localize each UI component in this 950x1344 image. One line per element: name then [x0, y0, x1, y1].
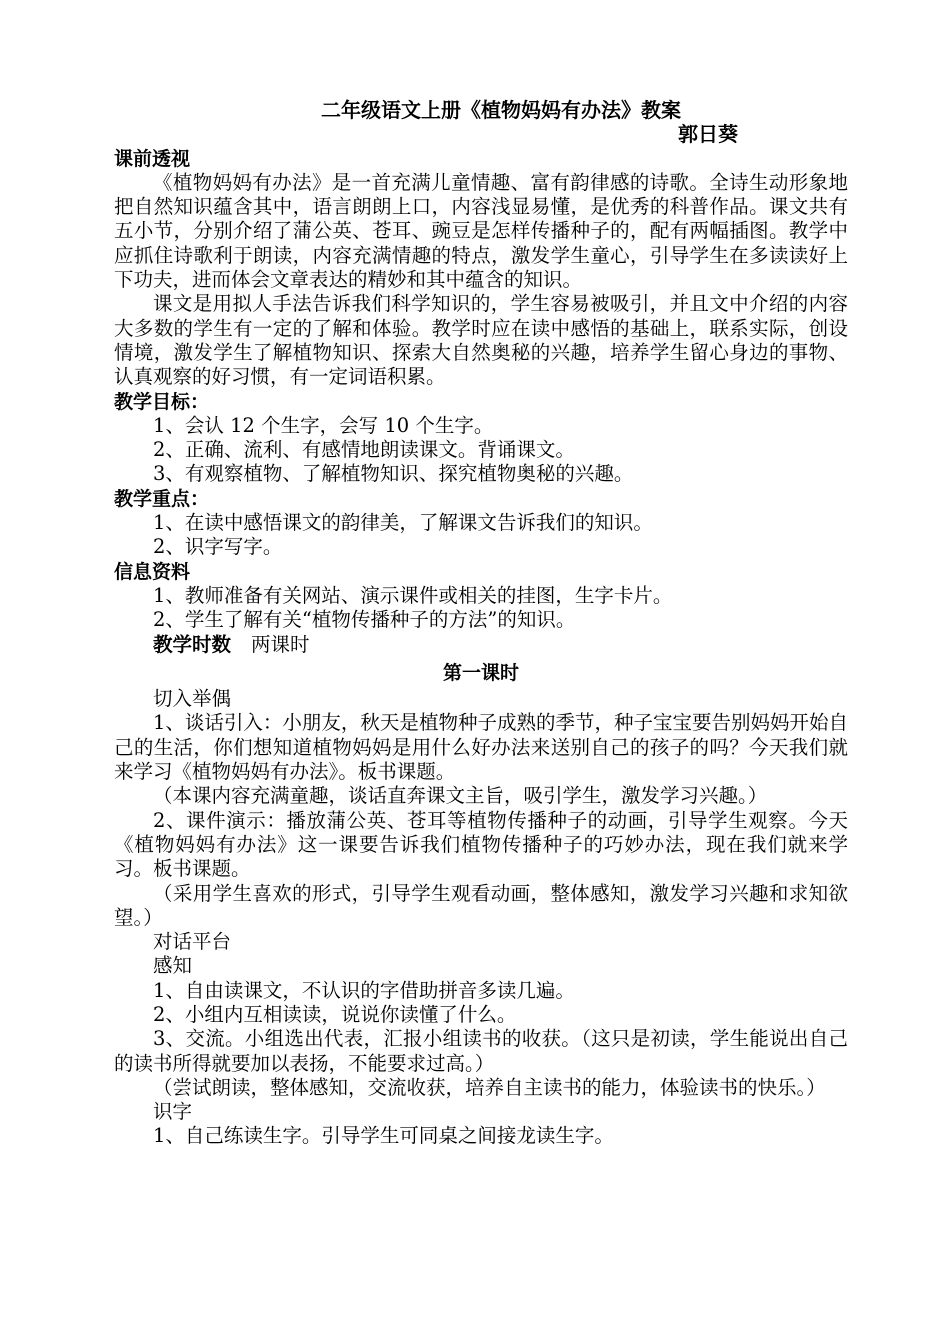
perceive-item-2: 2、小组内互相读读，说说你读懂了什么。 — [153, 1002, 517, 1026]
dialogue-label: 对话平台 — [153, 930, 232, 954]
materials-item-1: 1、教师准备有关网站、演示课件或相关的挂图，生字卡片。 — [153, 583, 673, 607]
lesson-paragraph-2: （本课内容充满童趣，谈话直奔课文主旨，吸引学生，激发学习兴趣。） — [153, 784, 768, 808]
section-heading-focus: 教学重点： — [114, 487, 210, 510]
section-heading-goals: 教学目标： — [114, 390, 210, 413]
perceive-label: 感知 — [153, 954, 193, 978]
goal-item-2: 2、正确、流利、有感情地朗读课文。背诵课文。 — [153, 438, 575, 462]
focus-item-1: 1、在读中感悟课文的韵律美，了解课文告诉我们的知识。 — [153, 511, 653, 535]
section-heading-preview: 课前透视 — [114, 147, 191, 170]
lesson-paragraph-4: （采用学生喜欢的形式，引导学生观看动画，整体感知，激发学习兴趣和求知欲望。） — [114, 881, 848, 929]
lesson-paragraph-3: 2、课件演示：播放蒲公英、苍耳等植物传播种子的动画，引导学生观察。今天《植物妈妈有办法》这一课要告诉我们植物传播种子的巧妙办法，现在我们就来学习。板书课题。 — [114, 808, 848, 881]
lesson-1-heading: 第一课时 — [442, 661, 519, 684]
preview-paragraph-1: 《植物妈妈有办法》是一首充满儿童情趣、富有韵律感的诗歌。全诗生动形象地把自然知识蕴含其中，语言朗朗上口，内容浅显易懂，是优秀的科普作品。课文共有五小节，分别介绍了蒲公英、苍耳、豌豆是怎样传播种子的，配有两幅插图。教学中应抓住诗歌利于朗读，内容充满情趣的特点，激发学生童心，引导学生在多读读好上下功夫，进而体会文章表达的精妙和其中蕴含的知识。 — [114, 170, 848, 292]
materials-item-2: 2、学生了解有关“植物传播种子的方法”的知识。 — [153, 608, 576, 632]
lesson-paragraph-1: 1、谈话引入：小朋友，秋天是植物种子成熟的季节，种子宝宝要告别妈妈开始自己的生活，你们想知道植物妈妈是用什么好办法来送别自己的孩子的吗？今天我们就来学习《植物妈妈有办法》。板书课题。 — [114, 711, 848, 784]
focus-item-2: 2、识字写字。 — [153, 535, 283, 559]
literacy-item-1: 1、自己练读生字。引导学生可同桌之间接龙读生字。 — [153, 1124, 614, 1148]
teaching-hours — [114, 633, 848, 657]
literacy-label: 识字 — [153, 1100, 193, 1124]
author-name: 郭日葵 — [678, 122, 738, 147]
perceive-item-1: 1、自由读课文，不认识的字借助拼音多读几遍。 — [153, 978, 575, 1002]
preview-paragraph-2: 课文是用拟人手法告诉我们科学知识的，学生容易被吸引，并且文中介绍的内容大多数的学生有一定的了解和体验。教学时应在读中感悟的基础上，联系实际，创设情境，激发学生了解植物知识、探索大自然奥秘的兴趣，培养学生留心身边的事物、认真观察的好习惯，有一定词语积累。 — [114, 292, 848, 389]
intro-label: 切入举偶 — [153, 687, 232, 711]
teaching-hours-value: 两课时 — [251, 632, 310, 656]
goal-item-3: 3、有观察植物、了解植物知识、探究植物奥秘的兴趣。 — [153, 462, 634, 486]
document-title: 二年级语文上册《植物妈妈有办法》教案 — [321, 98, 681, 122]
lesson-paragraph-6: （尝试朗读，整体感知，交流收获，培养自主读书的能力，体验读书的快乐。） — [153, 1075, 826, 1099]
document-page — [114, 98, 848, 1149]
lesson-paragraph-5: 3、交流。小组选出代表，汇报小组读书的收获。（这只是初读，学生能说出自己的读书所得就要加以表扬，不能要求过高。） — [114, 1027, 848, 1075]
goal-item-1: 1、会认 12 个生字，会写 10 个生字。 — [153, 413, 494, 437]
section-heading-materials: 信息资料 — [114, 560, 191, 583]
teaching-hours-label: 教学时数 — [153, 632, 232, 656]
